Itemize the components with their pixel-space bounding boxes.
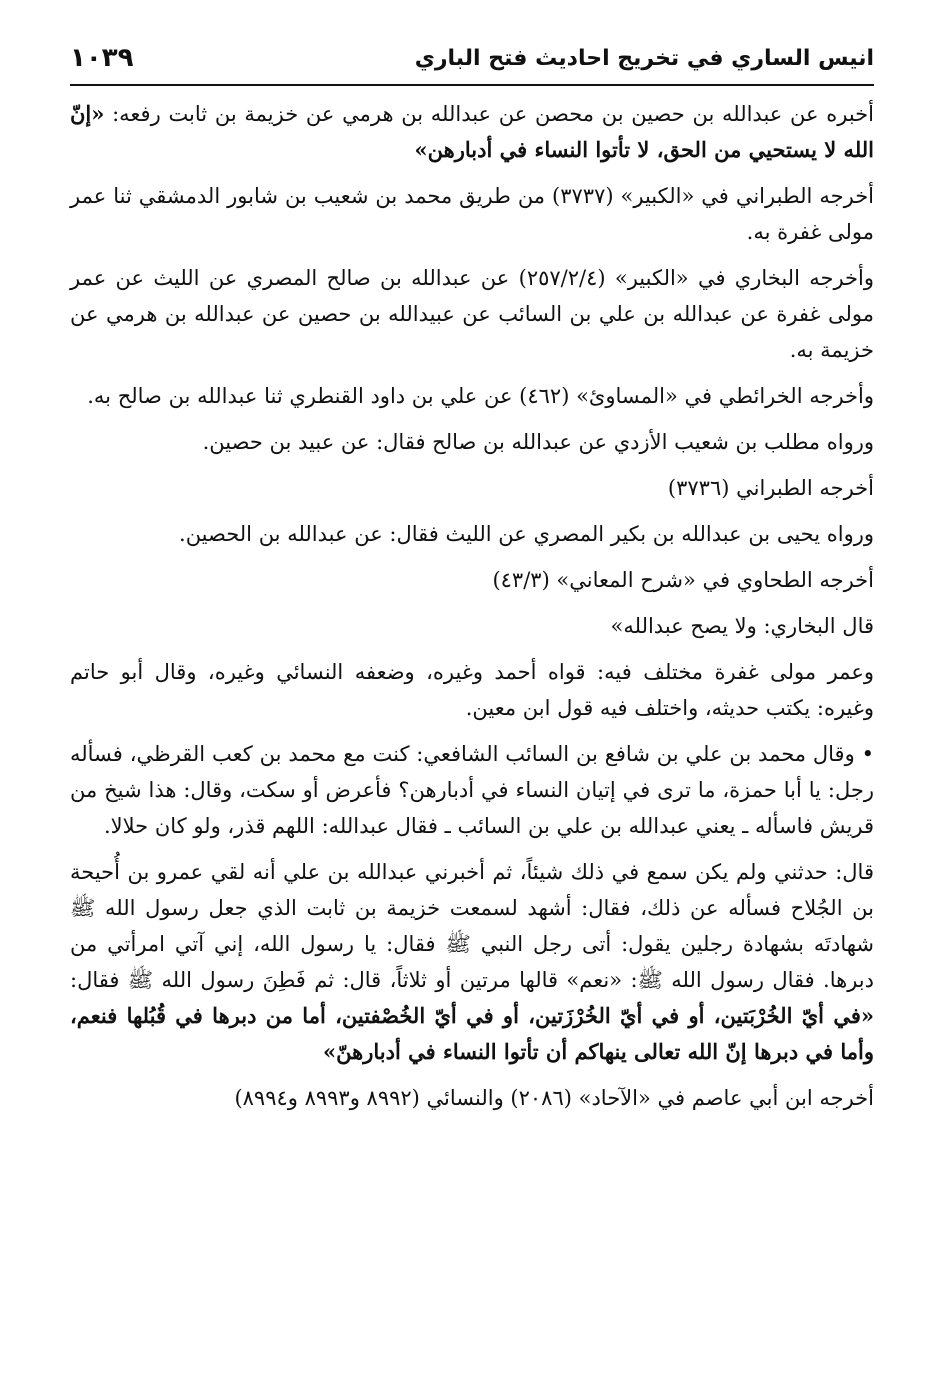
paragraph-12 — [70, 854, 874, 1070]
paragraph-8 — [70, 562, 874, 598]
paragraph-7 — [70, 516, 874, 552]
paragraph-text: قال البخاري: ولا يصح عبدالله» — [610, 614, 874, 638]
paragraph-10 — [70, 654, 874, 726]
paragraph-9 — [70, 608, 874, 644]
page-body — [70, 96, 874, 1126]
paragraph-5 — [70, 424, 874, 460]
paragraph-2 — [70, 178, 874, 250]
paragraph-text: أخرجه الطبراني في «الكبير» (٣٧٣٧) من طريق محمد بن شعيب بن شابور الدمشقي ثنا عمر مولى غفرة به. — [70, 184, 875, 244]
paragraph-text: قال: حدثني ولم يكن سمع في ذلك شيئاً، ثم أخبرني عبدالله بن علي أنه لقي عمرو بن أُحيحة بن الجُلاح فسأله عن ذلك، فقال: أشهد لسمعت خزيمة بن ثابت الذي جعل رسول الله ﷺ شهادتَه بشهادة رجلين يقول: أتى رجل النبي ﷺ فقال: يا رسول الله، إني آتي امرأتي من دبرها. فقال رسول الله ﷺ: «نعم» قالها مرتين أو ثلاثاً، قال: ثم فَطِنَ رسول الله ﷺ فقال: — [70, 860, 874, 992]
header-divider — [70, 84, 874, 86]
paragraph-3 — [70, 260, 874, 368]
paragraph-text: أخرجه الطحاوي في «شرح المعاني» (٤٣/٣) — [492, 568, 874, 592]
paragraph-text: • وقال محمد بن علي بن شافع بن السائب الشافعي: كنت مع محمد بن كعب القرظي، فسأله رجل: يا أبا حمزة، ما ترى في إتيان النساء في أدبارهن؟ فأعرض أو سكت، وقال: هذا شيخ من قريش فاسأله ـ يعني عبدالله بن علي بن السائب ـ فقال عبدالله: اللهم قذر، ولو كان حلالا. — [70, 742, 874, 838]
book-title: انيس الساري في تخريج احاديث فتح الباري — [414, 45, 874, 71]
paragraph-text: ورواه يحيى بن عبدالله بن بكير المصري عن الليث فقال: عن عبدالله بن الحصين. — [179, 522, 874, 546]
paragraph-text: أخبره عن عبدالله بن حصين بن محصن عن عبدالله بن هرمي عن خزيمة بن ثابت رفعه: — [112, 102, 874, 126]
paragraph-6 — [70, 470, 874, 506]
paragraph-4 — [70, 378, 874, 414]
paragraph-text: أخرجه ابن أبي عاصم في «الآحاد» (٢٠٨٦) والنسائي (٨٩٩٢ و٨٩٩٣ و٨٩٩٤) — [234, 1086, 874, 1110]
paragraph-text: ورواه مطلب بن شعيب الأزدي عن عبدالله بن صالح فقال: عن عبيد بن حصين. — [202, 430, 874, 454]
paragraph-text: وأخرجه الخرائطي في «المساوئ» (٤٦٢) عن علي بن داود القنطري ثنا عبدالله بن صالح به. — [87, 384, 874, 408]
running-header — [70, 38, 874, 78]
paragraph-text: وعمر مولى غفرة مختلف فيه: قواه أحمد وغيره، وضعفه النسائي وغيره، وقال أبو حاتم وغيره: يكتب حديثه، واختلف فيه قول ابن معين. — [70, 660, 874, 720]
hadith-quote: «في أيّ الخُرْبَتين، أو في أيّ الخُرْزَتين، أو في أيّ الخُصْفتين، أما من دبرها في قُبُلها فنعم، وأما في دبرها إنّ الله تعالى ينهاكم أن تأتوا النساء في أدبارهنّ» — [70, 1003, 874, 1064]
paragraph-1 — [70, 96, 874, 168]
hadith-quote: «إنّ الله لا يستحيي من الحق، لا تأتوا النساء في أدبارهن» — [70, 101, 874, 162]
paragraph-text: وأخرجه البخاري في «الكبير» (٢٥٧/٢/٤) عن عبدالله بن صالح المصري عن الليث عن عمر مولى غفرة عن عبدالله بن علي بن السائب عن عبيدالله بن حصين عن عبدالله بن هرمي عن خزيمة به. — [70, 266, 874, 362]
page-number: ١٠٣٩ — [70, 43, 134, 73]
paragraph-13 — [70, 1080, 874, 1116]
paragraph-11 — [70, 736, 874, 844]
paragraph-text: أخرجه الطبراني (٣٧٣٦) — [667, 476, 874, 500]
